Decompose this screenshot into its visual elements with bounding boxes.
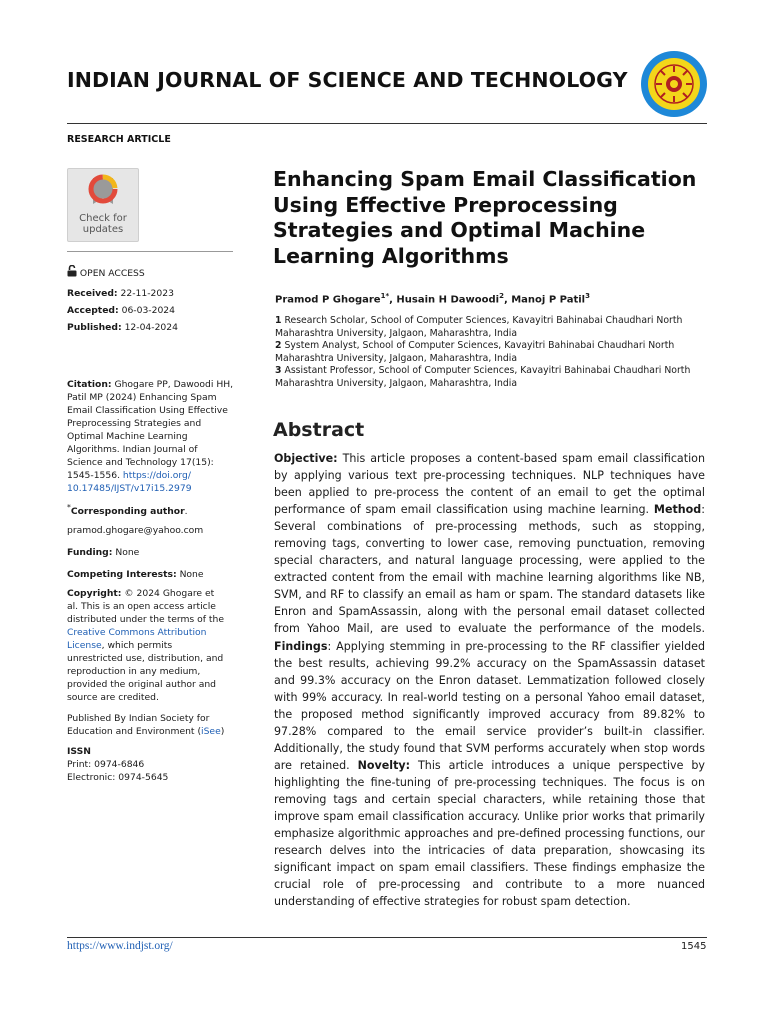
author-name: Pramod P Ghogare bbox=[275, 294, 381, 306]
accepted-line: Accepted: 06-03-2024 bbox=[67, 305, 176, 316]
affiliation-1: 1 Research Scholar, School of Computer Sciences, Kavayitri Bahinabai Chaudhari North Maharashtra University, Jalgaon, Maharashtra, India bbox=[275, 315, 683, 339]
copyright-block: Copyright: © 2024 Ghogare et al. This is an open access article distributed under the terms of the Creative Commons Attribution License, which permits unrestricted use, distribution, and reproduction in any medium, provided the original author and source are credited. bbox=[67, 588, 224, 703]
corresponding-email-link[interactable]: pramod.ghogare@yahoo.com bbox=[67, 525, 204, 536]
journal-url-link[interactable]: https://www.indjst.org/ bbox=[67, 940, 173, 952]
bookmark-icon bbox=[87, 174, 119, 210]
abstract-heading: Abstract bbox=[273, 419, 365, 441]
header-rule bbox=[67, 123, 707, 124]
license-link[interactable]: Creative Commons Attribution License bbox=[67, 627, 207, 651]
affiliation-2: 2 System Analyst, School of Computer Sciences, Kavayitri Bahinabai Chaudhari North Maharashtra University, Jalgaon, Maharashtra, India bbox=[275, 340, 675, 364]
author-name: Manoj P Patil bbox=[511, 294, 586, 306]
issn-block: ISSN Print: 0974-6846 Electronic: 0974-5645 bbox=[67, 746, 169, 783]
isee-link[interactable]: iSee bbox=[201, 726, 221, 737]
journal-title: INDIAN JOURNAL OF SCIENCE AND TECHNOLOGY bbox=[67, 68, 628, 92]
received-line: Received: 22-11-2023 bbox=[67, 288, 174, 299]
citation-block: Citation: Ghogare PP, Dawoodi HH, Patil MP (2024) Enhancing Spam Email Classification Using Effective Preprocessing Strategies and Optimal Machine Learning Algorithms. Indian Journal of Science and Technology 17(15): 1545-1556. https://doi.org/ 10.17485/IJST/v17i15.2979 bbox=[67, 379, 234, 494]
article-type: RESEARCH ARTICLE bbox=[67, 134, 171, 145]
author-name: Husain H Dawoodi bbox=[396, 294, 500, 306]
corresponding-author-label: *Corresponding author. bbox=[67, 503, 188, 518]
author-list: Pramod P Ghogare$^{1*}$, Husain H Dawoodi$^2$, Manoj P Patil$^3$ bbox=[275, 292, 590, 306]
paper-title: Enhancing Spam Email Classification Using Effective Preprocessing Strategies and Optimal Machine Learning Algorithms bbox=[273, 167, 697, 268]
sidebar-rule bbox=[67, 251, 233, 252]
page-number: 1545 bbox=[681, 941, 707, 952]
check-for-updates-badge[interactable] bbox=[67, 168, 139, 242]
footer-rule bbox=[67, 937, 707, 938]
doi-link[interactable]: https://doi.org/ 10.17485/IJST/v17i15.2979 bbox=[67, 470, 192, 494]
open-access-line: OPEN ACCESS bbox=[67, 265, 237, 280]
check-for-updates-text: Check for updates bbox=[79, 213, 127, 235]
journal-logo bbox=[640, 50, 708, 118]
open-lock-icon bbox=[67, 265, 77, 277]
funding-line: Funding: None bbox=[67, 547, 140, 558]
published-line: Published: 12-04-2024 bbox=[67, 322, 178, 333]
affiliation-3: 3 Assistant Professor, School of Computer Sciences, Kavayitri Bahinabai Chaudhari North Maharashtra University, Jalgaon, Maharashtra, India bbox=[275, 365, 691, 389]
competing-interests-line: Competing Interests: None bbox=[67, 569, 204, 580]
abstract-body: Objective: This article proposes a content-based spam email classification by applying various text pre-processing techniques. NLP techniques have been applied to pre-process the content of an email to get the optimal performance of spam email classification using machine learning. Method: Several combinations of pre-processing methods, such as stopping, removing tags, converting to lower case, removing punctuation, removing special characters, and natural language processing, were applied to the extracted content from the email with machine learning algorithms like NB, SVM, and RF to classify an email as ham or spam. The standard datasets like Enron and SpamAssassin, along with the personal email dataset collected from Yahoo Mail, are used to evaluate the performance of the models. Findings: Applying stemming in pre-processing to the RF classifier yielded the best results, achieving 99.2% accuracy on the SpamAssassin dataset and 99.3% accuracy on the Enron dataset. Lemmatization followed closely with 99% accuracy. In real-world testing on a personal Yahoo email dataset, the proposed method significantly improved accuracy from 89.82% to 97.28% compared to the email service provider’s built-in classifier. Additionally, the study found that SVM performs accurately when stop words are retained. Novelty: This article introduces a unique perspective by highlighting the fine-tuning of pre-processing techniques. The focus is on removing tags and certain special characters, while retaining those that improve spam email classification accuracy. Unlike prior works that primarily emphasize algorithmic approaches and pre-defined processing functions, our research delves into the intricacies of data preparation, showcasing its significant impact on spam email classifiers. These findings emphasize the crucial role of pre-processing and contribute to a more nuanced understanding of effective strategies for robust spam detection. bbox=[274, 452, 705, 909]
publisher-block: Published By Indian Society for Education and Environment (iSee) bbox=[67, 713, 225, 737]
